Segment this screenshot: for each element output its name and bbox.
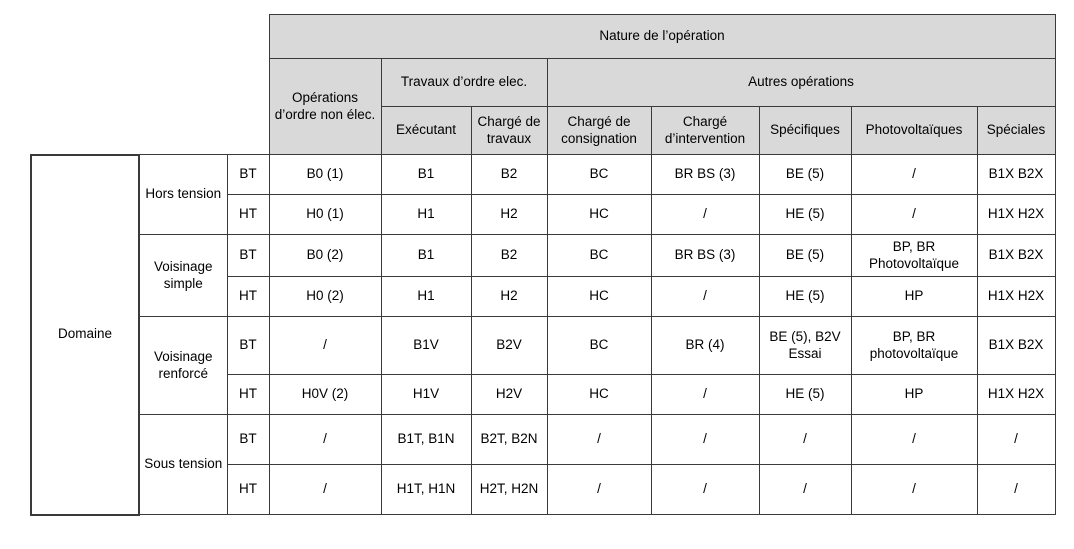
data-cell: H1 [381,195,471,235]
data-cell: H2 [471,195,547,235]
rowgroup-label-voisinage-renforce: Voisinage renforcé [139,317,227,415]
header-row-main [31,15,1055,59]
data-cell: B2 [471,235,547,277]
rowgroup-label-voisinage-simple: Voisinage simple [139,235,227,317]
data-cell: BE (5), B2V Essai [759,317,851,375]
data-cell: / [759,415,851,465]
data-cell: / [651,415,759,465]
header-executant: Exécutant [381,107,471,155]
table-row [31,317,1055,375]
data-cell: H1X H2X [977,277,1055,317]
data-cell: H0V (2) [269,375,381,415]
data-cell: H1 [381,277,471,317]
data-cell: H0 (1) [269,195,381,235]
header-charge-de-travaux: Chargé de travaux [471,107,547,155]
voltage-cell: BT [227,155,269,195]
voltage-cell: BT [227,235,269,277]
data-cell: H2V [471,375,547,415]
data-cell: HE (5) [759,195,851,235]
data-cell: B2 [471,155,547,195]
habilitation-matrix-table [30,14,1056,516]
data-cell: HE (5) [759,375,851,415]
header-nature-operation: Nature de l’opération [269,15,1055,59]
data-cell: B2V [471,317,547,375]
data-cell: H0 (2) [269,277,381,317]
voltage-cell: BT [227,317,269,375]
data-cell: BR BS (3) [651,155,759,195]
voltage-cell: BT [227,415,269,465]
data-cell: / [759,465,851,515]
data-cell: HC [547,375,651,415]
header-speciales: Spéciales [977,107,1055,155]
row-header-domaine: Domaine [31,155,139,515]
data-cell: / [851,415,977,465]
data-cell: HE (5) [759,277,851,317]
data-cell: HC [547,277,651,317]
header-autres-operations: Autres opérations [547,59,1055,107]
header-photovoltaiques: Photovoltaïques [851,107,977,155]
data-cell: BC [547,155,651,195]
rowgroup-label-sous-tension: Sous tension [139,415,227,515]
corner-blank-mid [139,15,227,155]
data-cell: / [547,415,651,465]
data-cell: BC [547,317,651,375]
header-operations-non-elec: Opérations d’ordre non élec. [269,59,381,155]
data-cell: BP, BR Photovoltaïque [851,235,977,277]
data-cell: BP, BR photovoltaïque [851,317,977,375]
header-specifiques: Spécifiques [759,107,851,155]
corner-blank-left [31,15,139,155]
data-cell: BR (4) [651,317,759,375]
data-cell: B0 (2) [269,235,381,277]
data-cell: / [977,415,1055,465]
data-cell: / [851,155,977,195]
data-cell: / [977,465,1055,515]
data-cell: / [269,317,381,375]
data-cell: B0 (1) [269,155,381,195]
data-cell: B1X B2X [977,155,1055,195]
data-cell: H2 [471,277,547,317]
data-cell: H1V [381,375,471,415]
data-cell: / [851,465,977,515]
data-cell: / [851,195,977,235]
data-cell: / [651,375,759,415]
data-cell: / [651,195,759,235]
data-cell: H1X H2X [977,375,1055,415]
data-cell: / [651,465,759,515]
data-cell: H1T, H1N [381,465,471,515]
voltage-cell: HT [227,277,269,317]
data-cell: B1T, B1N [381,415,471,465]
data-cell: HP [851,277,977,317]
data-cell: BE (5) [759,155,851,195]
data-cell: / [269,465,381,515]
data-cell: / [651,277,759,317]
header-travaux-ordre-elec: Travaux d’ordre elec. [381,59,547,107]
data-cell: B1V [381,317,471,375]
data-cell: HC [547,195,651,235]
table-row [31,235,1055,277]
header-charge-d-intervention: Chargé d’intervention [651,107,759,155]
table-row [31,155,1055,195]
header-charge-de-consignation: Chargé de consignation [547,107,651,155]
data-cell: BE (5) [759,235,851,277]
voltage-cell: HT [227,195,269,235]
data-cell: B2T, B2N [471,415,547,465]
data-cell: / [269,415,381,465]
data-cell: BC [547,235,651,277]
data-cell: B1X B2X [977,317,1055,375]
data-cell: BR BS (3) [651,235,759,277]
data-cell: H1X H2X [977,195,1055,235]
data-cell: / [547,465,651,515]
data-cell: H2T, H2N [471,465,547,515]
voltage-cell: HT [227,465,269,515]
rowgroup-label-hors-tension: Hors tension [139,155,227,235]
data-cell: B1X B2X [977,235,1055,277]
voltage-cell: HT [227,375,269,415]
corner-blank-right [227,15,269,155]
table-row [31,415,1055,465]
data-cell: B1 [381,155,471,195]
data-cell: HP [851,375,977,415]
data-cell: B1 [381,235,471,277]
